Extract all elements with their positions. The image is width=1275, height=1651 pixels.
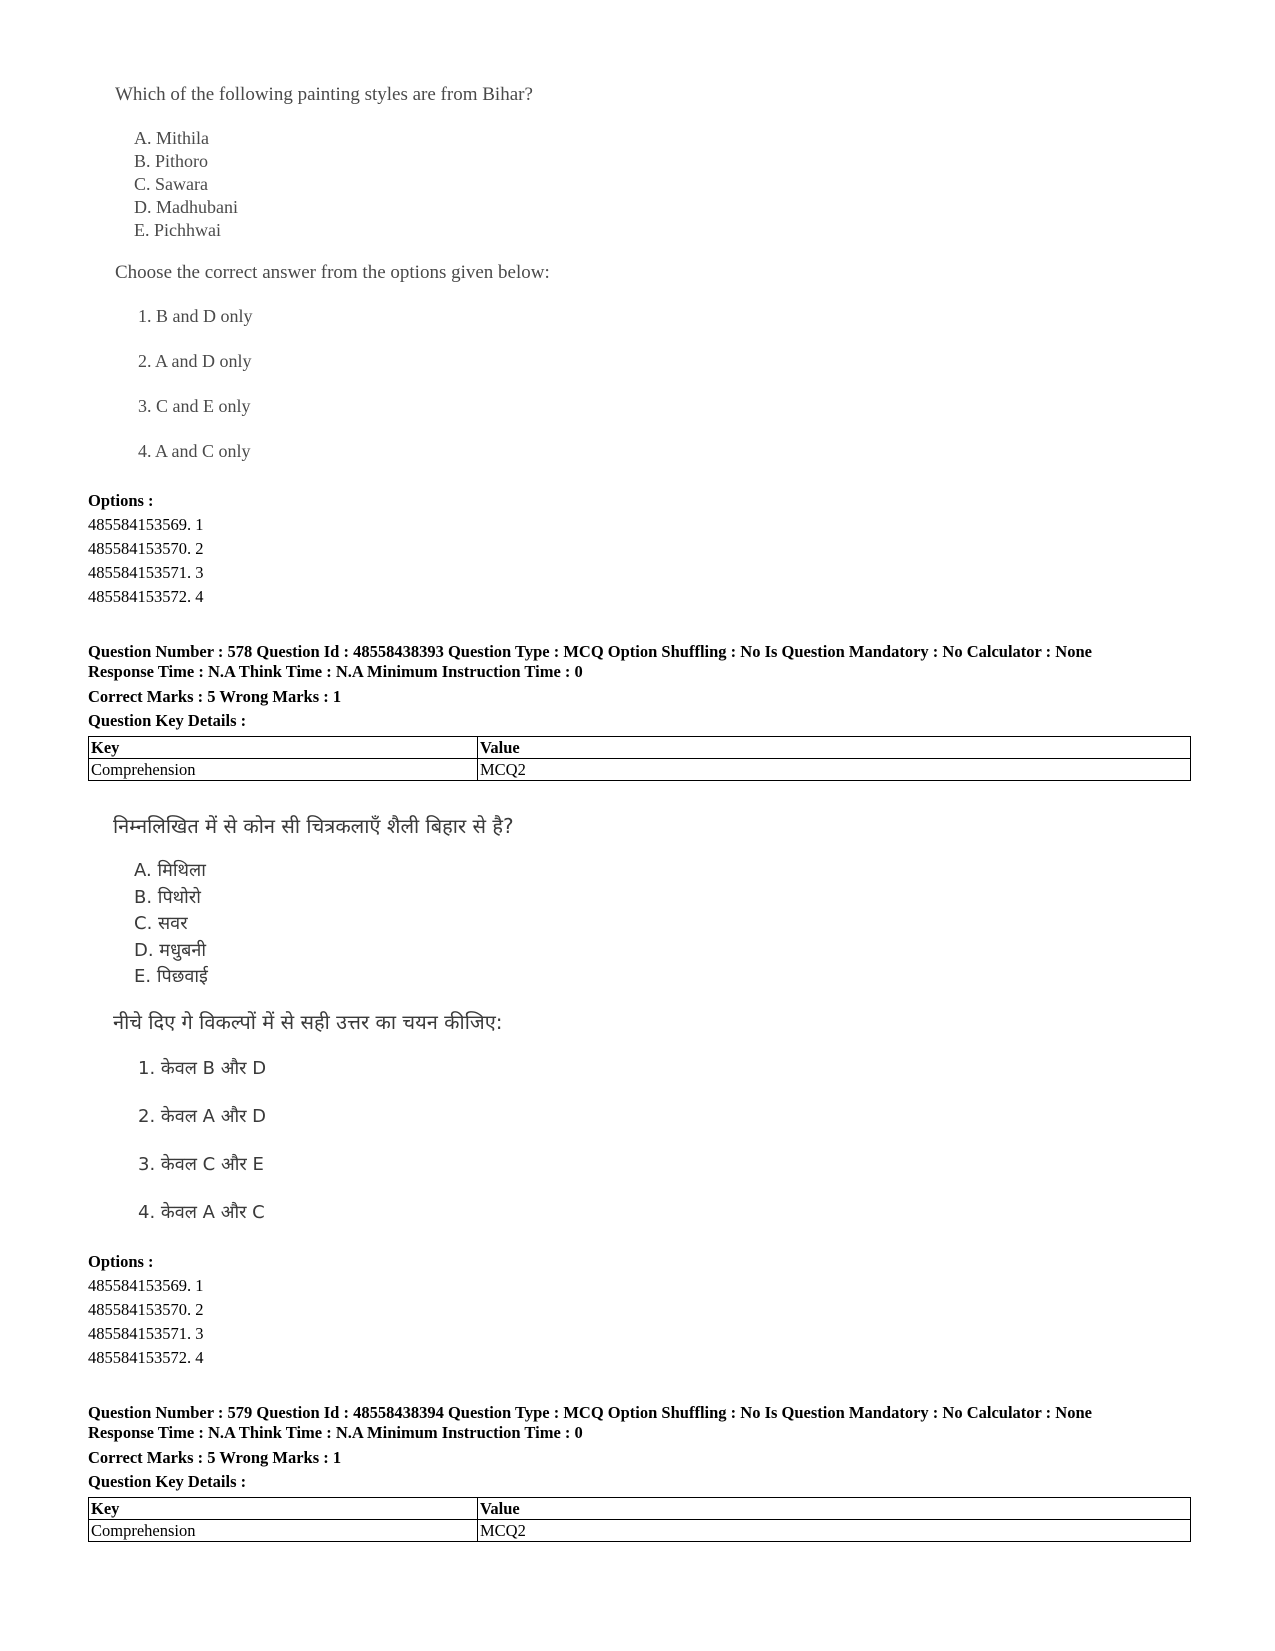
statement-item: A. Mithila	[134, 128, 209, 148]
key-details-heading: Question Key Details :	[88, 711, 247, 730]
statement-item: C. Sawara	[134, 174, 208, 194]
answer-choice: 3. C and E only	[138, 396, 251, 416]
option-id: 485584153570. 2	[88, 539, 204, 558]
table-cell: Comprehension	[89, 1520, 478, 1542]
question-meta-line: Question Number : 579 Question Id : 48558438394 Question Type : MCQ Option Shuffling : No Is Question Mandatory : No Calculator : None	[88, 1403, 1092, 1422]
table-header-cell: Key	[89, 737, 478, 759]
answer-choice: 4. A and C only	[138, 441, 251, 461]
key-details-heading: Question Key Details :	[88, 1472, 247, 1491]
option-id: 485584153569. 1	[88, 515, 204, 534]
table-header-row	[89, 737, 1191, 759]
answer-choice: 2. केवल A और D	[138, 1106, 267, 1127]
option-id: 485584153571. 3	[88, 563, 204, 582]
option-id: 485584153569. 1	[88, 1276, 204, 1295]
options-section	[88, 1250, 204, 1370]
choose-instruction-hi: नीचे दिए गे विकल्पों में से सही उत्तर का चयन कीजिए:	[113, 1010, 503, 1034]
option-id: 485584153570. 2	[88, 1300, 204, 1319]
statement-item: A. मिथिला	[134, 860, 206, 881]
answer-choice: 1. B and D only	[138, 306, 253, 326]
statement-list-en	[134, 127, 238, 242]
question-text-hi: निम्नलिखित में से कोन सी चित्रकलाएँ शैली बिहार से है?	[113, 814, 514, 838]
table-row	[89, 1520, 1191, 1542]
table-header-cell: Value	[478, 1498, 1191, 1520]
option-id: 485584153572. 4	[88, 1348, 204, 1367]
options-section	[88, 489, 204, 609]
statement-list-hi	[134, 858, 208, 991]
option-id: 485584153571. 3	[88, 1324, 204, 1343]
answer-choice: 3. केवल C और E	[138, 1154, 264, 1175]
statement-item: E. Pichhwai	[134, 220, 221, 240]
table-header-cell: Key	[89, 1498, 478, 1520]
table-header-row	[89, 1498, 1191, 1520]
answer-choice: 2. A and D only	[138, 351, 252, 371]
choose-instruction-en: Choose the correct answer from the options given below:	[115, 262, 550, 283]
question-meta-line: Response Time : N.A Think Time : N.A Minimum Instruction Time : 0	[88, 662, 583, 681]
statement-item: B. पिथोरो	[134, 886, 201, 908]
statement-item: D. मधुबनी	[134, 939, 207, 961]
answer-choice: 4. केवल A और C	[138, 1202, 265, 1223]
options-heading: Options :	[88, 491, 154, 510]
marks-line: Correct Marks : 5 Wrong Marks : 1	[88, 1448, 342, 1467]
question-meta-line: Question Number : 578 Question Id : 48558438393 Question Type : MCQ Option Shuffling : No Is Question Mandatory : No Calculator : None	[88, 642, 1092, 661]
key-details-table	[88, 1497, 1191, 1542]
key-details-table	[88, 736, 1191, 781]
statement-item: C. सवर	[134, 913, 188, 934]
options-heading: Options :	[88, 1252, 154, 1271]
question-text-en: Which of the following painting styles are from Bihar?	[115, 84, 533, 105]
table-header-cell: Value	[478, 737, 1191, 759]
question-meta-line: Response Time : N.A Think Time : N.A Minimum Instruction Time : 0	[88, 1423, 583, 1442]
marks-line: Correct Marks : 5 Wrong Marks : 1	[88, 687, 342, 706]
table-cell: Comprehension	[89, 759, 478, 781]
table-row	[89, 759, 1191, 781]
statement-item: D. Madhubani	[134, 197, 238, 217]
statement-item: B. Pithoro	[134, 151, 209, 171]
question-meta	[88, 1403, 1208, 1443]
option-id: 485584153572. 4	[88, 587, 204, 606]
table-cell: MCQ2	[478, 759, 1191, 781]
statement-item: E. पिछवाई	[134, 966, 208, 987]
answer-choice: 1. केवल B और D	[138, 1058, 267, 1079]
question-meta	[88, 642, 1208, 682]
table-cell: MCQ2	[478, 1520, 1191, 1542]
